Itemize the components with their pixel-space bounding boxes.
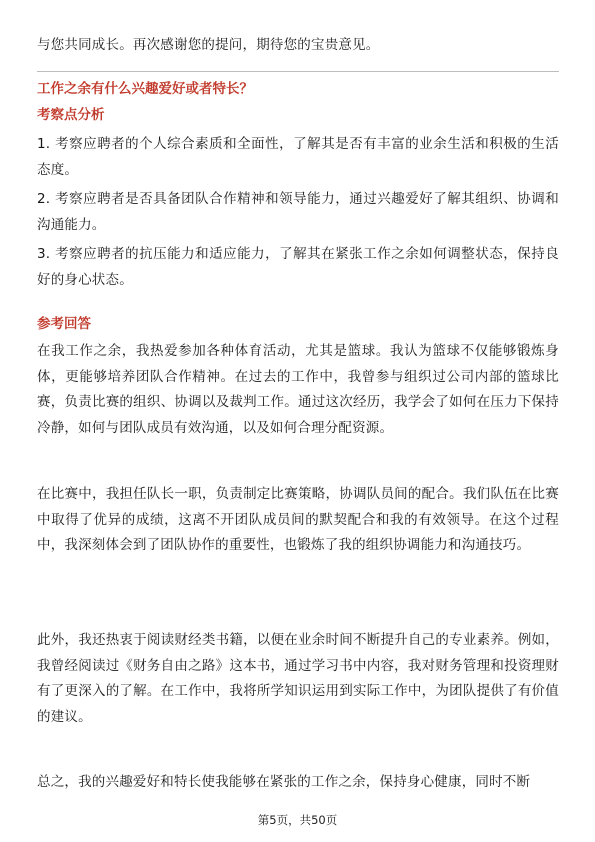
page-footer: 第5页，共50页 — [257, 813, 338, 827]
answer-paragraph — [37, 770, 559, 796]
analysis-heading: 考察点分析 — [37, 107, 105, 123]
analysis-point: 2. 考察应聘者是否具备团队合作精神和领导能力，通过兴趣爱好了解其组织、协调和沟通能力。 — [37, 191, 559, 233]
answer-paragraph — [37, 628, 559, 730]
answer-paragraph-text: 总之，我的兴趣爱好和特长使我能够在紧张的工作之余，保持身心健康，同时不断 — [37, 774, 531, 790]
answer-paragraph — [37, 482, 559, 559]
answer-paragraph-text: 在比赛中，我担任队长一职，负责制定比赛策略，协调队员间的配合。我们队伍在比赛中取得了优异的成绩，这离不开团队成员间的默契配合和我的有效领导。在这个过程中，我深刻体会到了团队协作的重要性，也锻炼了我的组织协调能力和沟通技巧。 — [37, 486, 559, 553]
question-heading: 工作之余有什么兴趣爱好或者特长？ — [37, 81, 253, 97]
document-page — [37, 0, 559, 842]
section-divider — [37, 71, 559, 72]
answer-paragraph — [37, 339, 559, 441]
answer-heading: 参考回答 — [37, 316, 91, 332]
analysis-point: 1. 考察应聘者的个人综合素质和全面性，了解其是否有丰富的业余生活和积极的生活态度。 — [37, 136, 559, 178]
answer-paragraph-text: 在我工作之余，我热爱参加各种体育活动，尤其是篮球。我认为篮球不仅能够锻炼身体，更能够培养团队合作精神。在过去的工作中，我曾参与组织过公司内部的篮球比赛，负责比赛的组织、协调以及裁判工作。通过这次经历，我学会了如何在压力下保持冷静，如何与团队成员有效沟通，以及如何合理分配资源。 — [37, 343, 559, 436]
analysis-point: 3. 考察应聘者的抗压能力和适应能力，了解其在紧张工作之余如何调整状态，保持良好的身心状态。 — [37, 246, 559, 288]
intro-tail-text: 与您共同成长。再次感谢您的提问，期待您的宝贵意见。 — [37, 37, 380, 53]
answer-paragraph-text: 此外，我还热衷于阅读财经类书籍，以便在业余时间不断提升自己的专业素养。例如，我曾经阅读过《财务自由之路》这本书，通过学习书中内容，我对财务管理和投资理财有了更深入的了解。在工作中，我将所学知识运用到实际工作中，为团队提供了有价值的建议。 — [37, 632, 559, 725]
analysis-points — [37, 132, 559, 293]
